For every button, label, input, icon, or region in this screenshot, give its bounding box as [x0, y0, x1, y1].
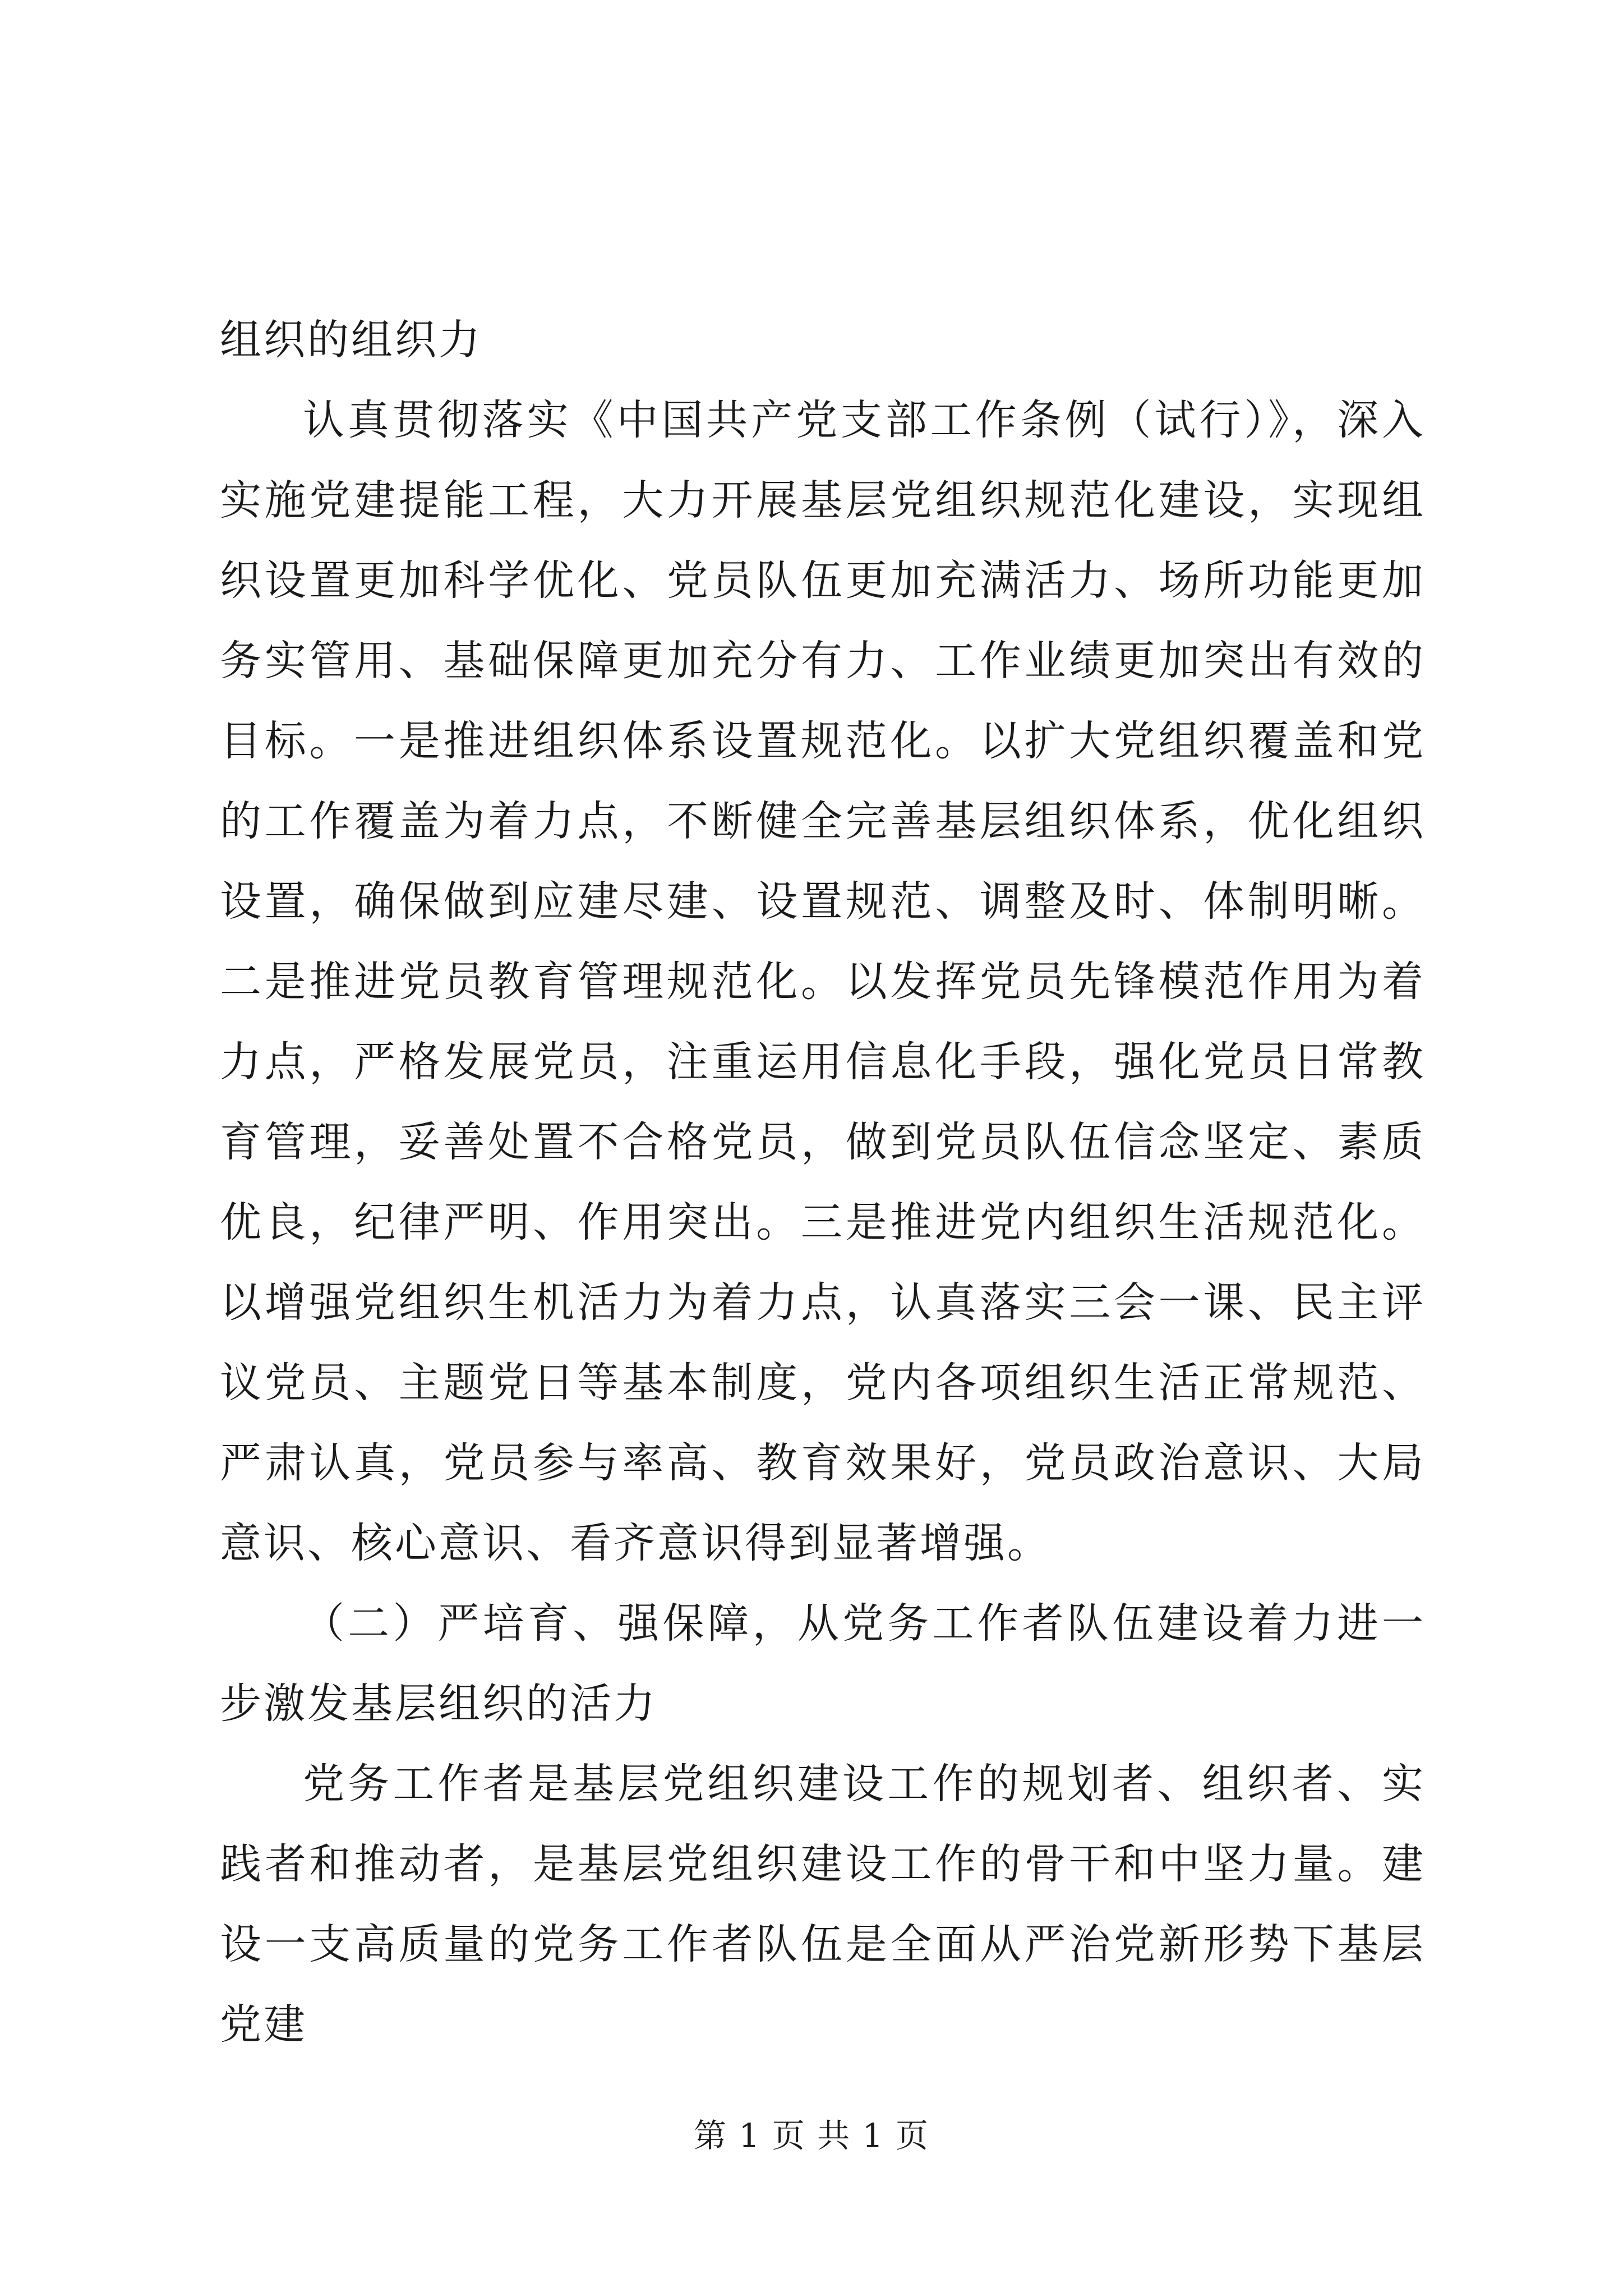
section-heading: （二）严培育、强保障，从党务工作者队伍建设着力进一步激发基层组织的活力: [220, 1599, 1426, 1728]
body-paragraph: 党务工作者是基层党组织建设工作的规划者、组织者、实践者和推动者，是基层党组织建设工作的骨干和中坚力量。建设一支高质量的党务工作者队伍是全面从严治党新形势下基层党建: [220, 1760, 1426, 2049]
page-footer: 第 1 页 共 1 页: [694, 2116, 929, 2155]
body-paragraph: 认真贯彻落实《中国共产党支部工作条例（试行）》，深入实施党建提能工程，大力开展基层党组织规范化建设，实现组织设置更加科学优化、党员队伍更加充满活力、场所功能更加务实管用、基础保障更加充分有力、工作业绩更加突出有效的目标。一是推进组织体系设置规范化。以扩大党组织覆盖和党的工作覆盖为着力点，不断健全完善基层组织体系，优化组织设置，确保做到应建尽建、设置规范、调整及时、体制明晰。二是推进党员教育管理规范化。以发挥党员先锋模范作用为着力点，严格发展党员，注重运用信息化手段，强化党员日常教育管理，妥善处置不合格党员，做到党员队伍信念坚定、素质优良，纪律严明、作用突出。三是推进党内组织生活规范化。以增强党组织生机活力为着力点，认真落实三会一课、民主评议党员、主题党日等基本制度，党内各项组织生活正常规范、严肃认真，党员参与率高、教育效果好，党员政治意识、大局意识、核心意识、看齐意识得到显著增强。: [220, 396, 1426, 1567]
body-text: [220, 300, 1426, 2065]
section-heading-continued: 组织的组织力: [220, 316, 482, 364]
